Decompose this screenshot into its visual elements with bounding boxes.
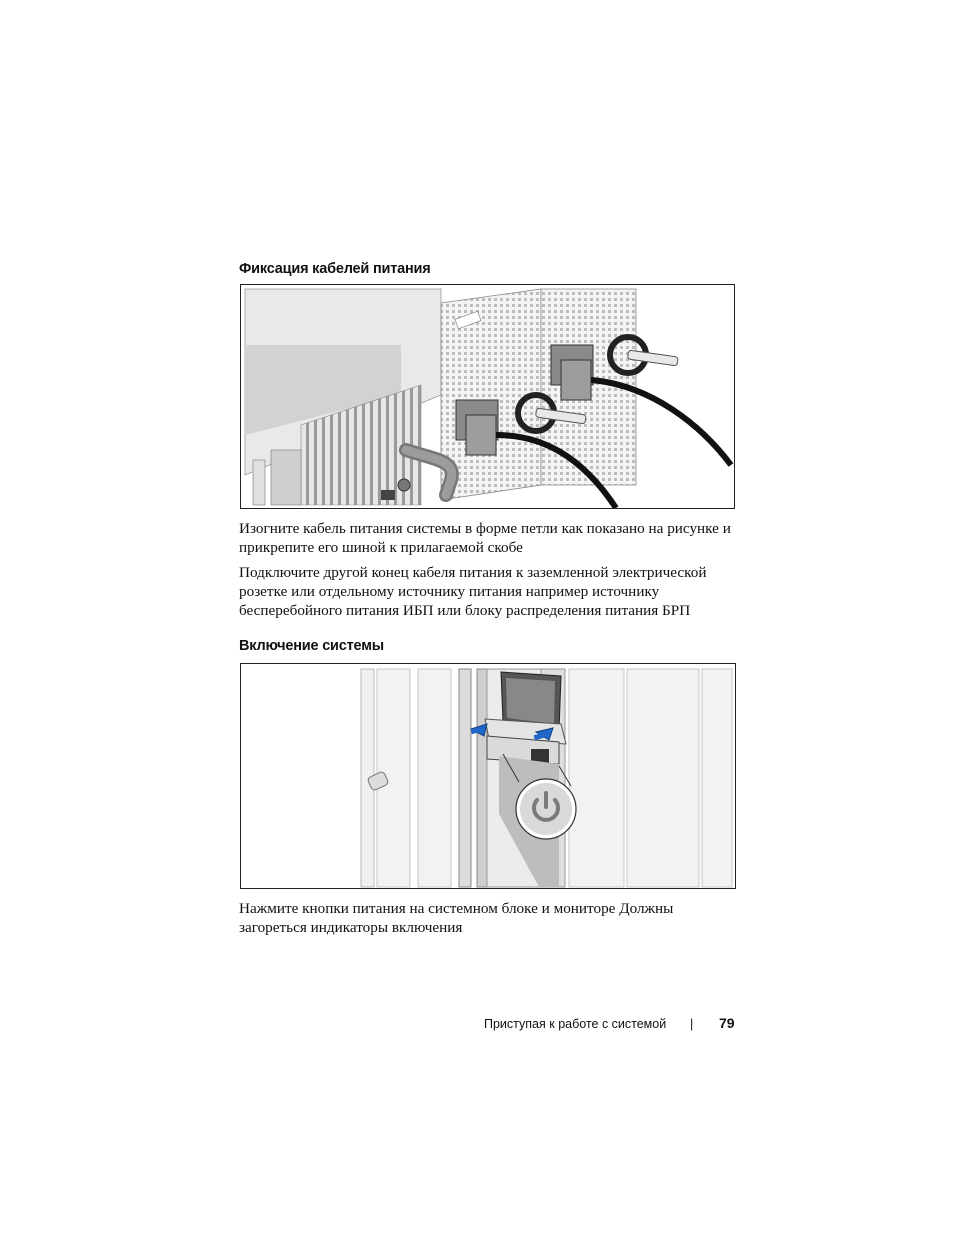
paragraph-press-power: Нажмите кнопки питания на системном блоке и мониторе Должны загореться индикаторы включения: [239, 900, 674, 936]
footer-separator: |: [690, 1017, 694, 1031]
section-heading-power-on: Включение системы: [239, 638, 384, 654]
paragraph-cable-loop: Изогните кабель питания системы в форме петли как показано на рисунке и прикрепите его шиной к прилагаемой скобе: [239, 520, 731, 556]
page-number: 79: [719, 1015, 735, 1031]
illustration-rack-power: [241, 664, 735, 888]
footer-chapter-title: Приступая к работе с системой: [484, 1017, 667, 1031]
figure-power-cable-retention: [240, 284, 735, 509]
paragraph-connect-outlet: Подключите другой конец кабеля питания к заземленной электрической розетке или отдельному источнику питания например источнику бесперебойного питания ИБП или блоку распределения питания БРП: [239, 564, 707, 619]
section-heading-cable-fixing: Фиксация кабелей питания: [239, 261, 431, 277]
figure-power-on: [240, 663, 736, 889]
power-icon: [516, 779, 576, 839]
illustration-server-rear: [241, 285, 734, 508]
